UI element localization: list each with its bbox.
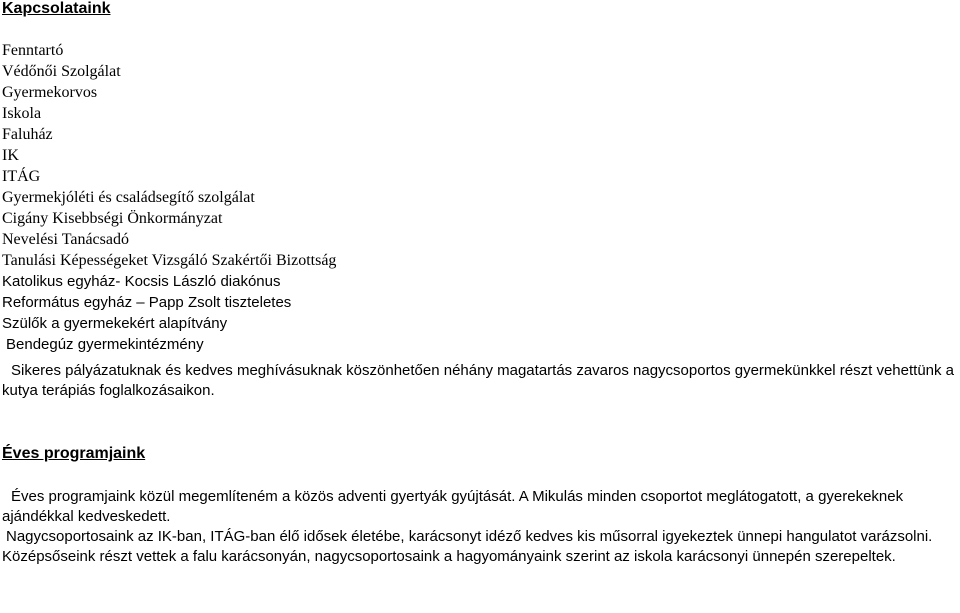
programs-body [2, 487, 958, 567]
list-item: Nevelési Tanácsadó [2, 231, 129, 248]
program-paragraph: Középsőseink részt vettek a falu karácsonyán, nagycsoportosaink a hagyományaink szerint az iskola karácsonyi ünnepén szerepeltek. [2, 548, 896, 565]
list-item: Cigány Kisebbségi Önkormányzat [2, 210, 223, 227]
list-item: IK [2, 147, 19, 164]
section-title-contacts: Kapcsolataink [2, 0, 111, 17]
list-item: Fenntartó [2, 42, 64, 59]
list-item: Tanulási Képességeket Vizsgáló Szakértői Bizottság [2, 252, 337, 269]
list-item: Gyermekorvos [2, 84, 98, 101]
section-title-programs: Éves programjaink [2, 445, 146, 462]
list-item: ITÁG [2, 168, 41, 185]
list-item: Református egyház – Papp Zsolt tiszteletes [2, 294, 292, 311]
list-item: Szülők a gyermekekért alapítvány [2, 315, 228, 332]
list-item: Katolikus egyház- Kocsis László diakónus [2, 273, 281, 290]
list-item: Faluház [2, 126, 53, 143]
program-paragraph: Éves programjaink közül megemlíteném a közös adventi gyertyák gyújtását. A Mikulás minden csoportot meglátogatott, a gyerekeknek ajándékkal kedveskedett. [2, 488, 904, 525]
contacts-list [2, 40, 336, 355]
list-item: Gyermekjóléti és családsegítő szolgálat [2, 189, 255, 206]
list-item: Védőnői Szolgálat [2, 63, 121, 80]
list-item: Bendegúz gyermekintézmény [6, 336, 204, 353]
list-item: Iskola [2, 105, 42, 122]
contacts-paragraph: Sikeres pályázatuknak és kedves meghívásuknak köszönhetően néhány magatartás zavaros nagycsoportos gyermekünkkel részt vehettünk a kutya terápiás foglalkozásaikon. [2, 362, 955, 399]
program-paragraph: Nagycsoportosaink az IK-ban, ITÁG-ban élő idősek életébe, karácsonyt idéző kedves kis műsorral igyekeztek ünnepi hangulatot varázsolni. [6, 528, 933, 545]
